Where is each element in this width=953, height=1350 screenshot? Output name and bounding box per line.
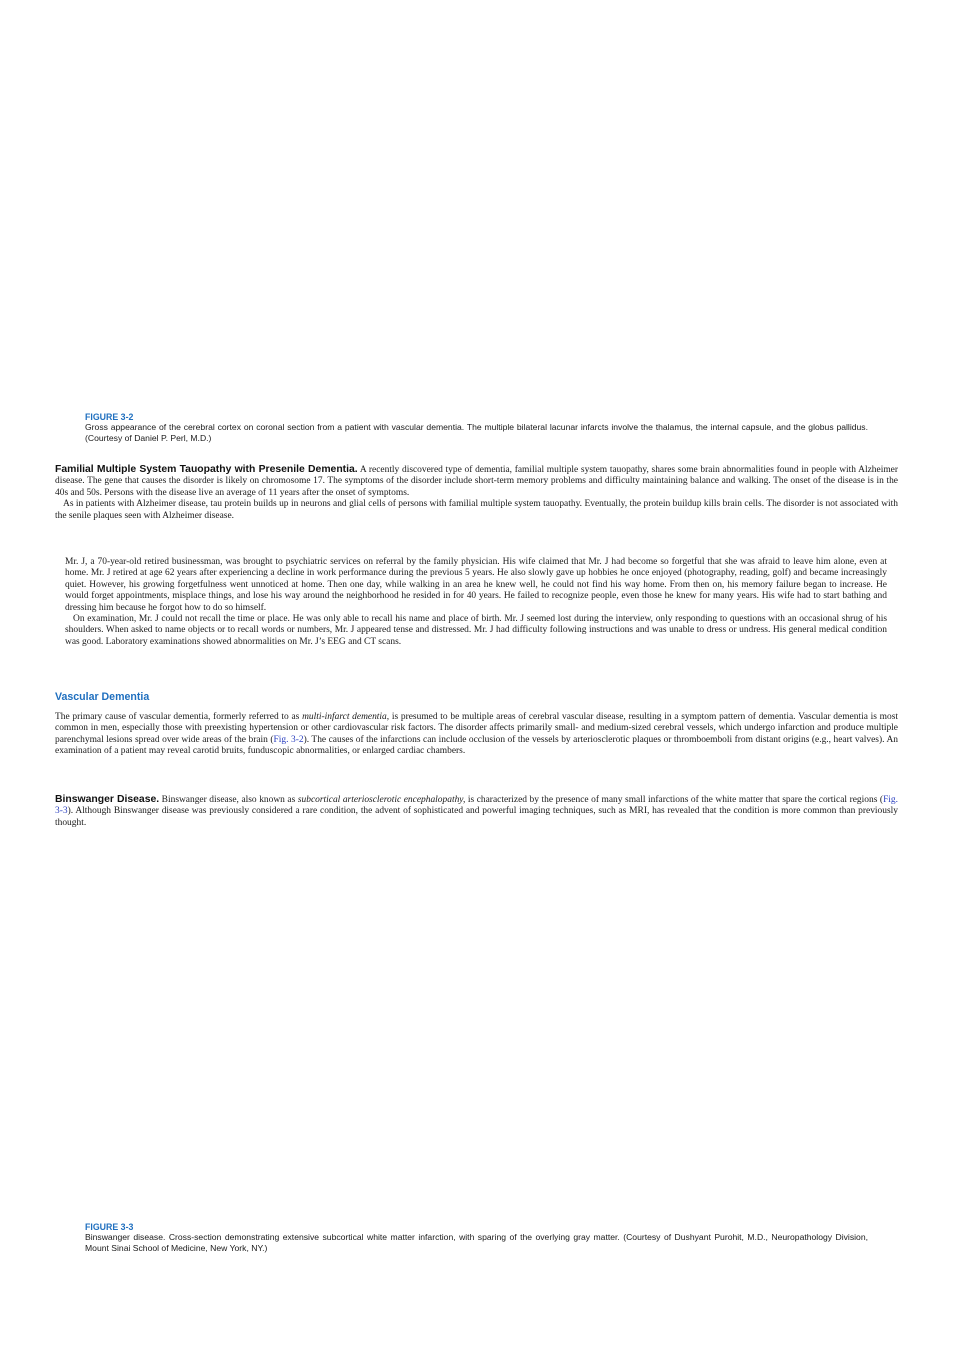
familial-heading: Familial Multiple System Tauopathy with Presenile Dementia. <box>55 464 358 475</box>
familial-tauopathy-section <box>55 464 898 522</box>
binswanger-paragraph <box>55 794 898 829</box>
binswanger-section <box>55 794 898 829</box>
vascular-dementia-paragraph <box>55 712 898 758</box>
figure-3-3-caption <box>85 1222 868 1253</box>
familial-paragraph-1-text: A recently discovered type of dementia, familial multiple system tauopathy, shares some brain abnormalities found in people with Alzheimer disease. The gene that causes the disorder is likely on chromosome 17. The symptoms of the disorder include short-term memory problems and difficulty maintaining balance and walking. The onset of the disease is in the 40s and 50s. Persons with the disease live an average of 11 years after the onset of symptoms. <box>55 465 899 498</box>
vascular-text-b: is presumed to be multiple areas of cerebral vascular disease, resulting in a symptom pattern of dementia. Vascular dementia is most common in men, especially those with preexisting hypertension or other cardiovascular risk factors. The disorder affects primarily small- and medium-sized cerebral vessels, which undergo infarction and produce multiple parenchymal lesions spread over wide areas of the brain ( <box>55 712 898 745</box>
figure-3-3-label: FIGURE 3-3 <box>85 1222 134 1232</box>
figure-3-3-reference-link[interactable]: Fig. 3-3 <box>55 795 899 817</box>
binswanger-text-c: ). Although Binswanger disease was previously considered a rare condition, the advent of sophisticated and powerful imaging techniques, such as MRI, has revealed that the condition is more common than previously thought. <box>55 806 898 828</box>
vascular-dementia-heading: Vascular Dementia <box>55 691 150 703</box>
case-report-paragraph-2: On examination, Mr. J could not recall the time or place. He was only able to recall his name and place of birth. Mr. J seemed lost during the interview, only responding to questions with an occasional shrug of his shoulders. When asked to name objects or to recall words or numbers, Mr. J appeared tense and distressed. Mr. J had difficulty following instructions and was unable to dress or undress. His general medical condition was good. Laboratory examinations showed abnormalities on Mr. J’s EEG and CT scans. <box>65 614 887 647</box>
binswanger-text-a: Binswanger disease, also known as <box>159 795 298 805</box>
figure-3-2-reference-link[interactable]: Fig. 3-2 <box>273 734 304 745</box>
binswanger-text-italic: subcortical arteriosclerotic encephalopathy, <box>297 795 466 805</box>
figure-3-2-label: FIGURE 3-2 <box>85 412 134 422</box>
binswanger-text-b: is characterized by the presence of many small infarctions of the white matter that spare the cortical regions ( <box>465 795 884 805</box>
vascular-text-italic: multi-infarct dementia, <box>302 712 390 722</box>
vascular-text-a: The primary cause of vascular dementia, formerly referred to as <box>55 712 303 722</box>
figure-3-2-caption-text: Gross appearance of the cerebral cortex on coronal section from a patient with vascular dementia. The multiple bilateral lacunar infarcts involve the thalamus, the internal capsule, and the globus pallidus. (Courtesy of Daniel P. Perl, M.D.) <box>85 422 868 443</box>
case-report-paragraph-1: Mr. J, a 70-year-old retired businessman, was brought to psychiatric services on referral by the family physician. His wife claimed that Mr. J had become so forgetful that she was afraid to leave him alone, even at home. Mr. J retired at age 62 years after experiencing a decline in work performance during the previous 5 years. He also slowly gave up hobbies he once enjoyed (photography, reading, golf) and became increasingly quiet. However, his growing forgetfulness went unnoticed at home. Then one day, while walking in an area he knew well, he could not find his way home. From then on, his memory failure began to increase. He would forget appointments, misplace things, and lose his way around the neighborhood he resided in for 40 years. He failed to recognize people, even those he knew for many years. His wife had to start bathing and dressing him because he forgot how to do so himself. <box>65 557 887 613</box>
figure-3-3-caption-text: Binswanger disease. Cross-section demonstrating extensive subcortical white matter infarction, with sparing of the overlying gray matter. (Courtesy of Dushyant Purohit, M.D., Neuropathology Division, Mount Sinai School of Medicine, New York, NY.) <box>85 1232 868 1253</box>
familial-paragraph-1 <box>55 464 898 499</box>
binswanger-heading: Binswanger Disease. <box>55 794 160 805</box>
familial-paragraph-2: As in patients with Alzheimer disease, tau protein builds up in neurons and glial cells of persons with familial multiple system tauopathy. Eventually, the protein buildup kills brain cells. The disorder is not associated with the senile plaques seen with Alzheimer disease. <box>55 499 898 521</box>
vascular-text-c: ). The causes of the infarctions can include occlusion of the vessels by arteriosclerotic plaques or thromboemboli from distant origins (e.g., heart valves). An examination of a patient may reveal carotid bruits, funduscopic abnormalities, or enlarged cardiac chambers. <box>55 734 898 757</box>
case-report <box>65 557 887 648</box>
figure-3-2-caption <box>85 412 868 443</box>
vascular-dementia-section <box>55 712 898 758</box>
